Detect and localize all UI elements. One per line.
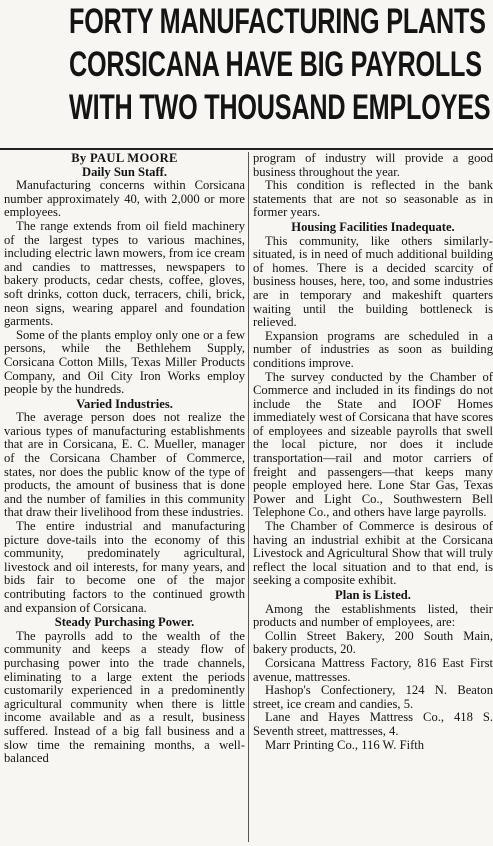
subhead-housing: Housing Facilities Inadequate. [291, 219, 455, 234]
list-item: Lane and Hayes Mattress Co., 418 S. Seventh street, mattresses, 4. [253, 710, 493, 738]
subhead-plan-listed: Plan is Listed. [335, 588, 411, 602]
paragraph: The payrolls add to the wealth of the community and keeps a steady flow of purchasing power into the trade channels, eliminating to a large extent the periods customarily experienced in a predominently agricultural community when there is little income available and as a result, business suffered. Instead of a big fall business and a slow time the remaining months, a well-balanced [4, 628, 245, 766]
list-item: Hashop's Confectionery, 124 N. Beaton street, ice cream and candies, 5. [253, 683, 493, 711]
headline-line-3: WITH TWO THOUSAND EMPLOYES [69, 88, 491, 127]
headline [0, 0, 493, 129]
paragraph: The range extends from oil field machinery of the largest types to various machines, including electric lawn mowers, from ice cream and candies to mattresses, newspapers to bakery products, cedar chests, coffee, gloves, soft drinks, cotton duck, terracers, chili, brick, neon signs, wearing apparel and foundation garments. [4, 218, 245, 329]
column-divider [248, 152, 249, 842]
paragraph: Some of the plants employ only one or a few persons, while the Bethlehem Supply, Corsicana Cotton Mills, Texas Miller Products Company, and Oil City Iron Works employ people by the hundreds. [4, 327, 245, 397]
paragraph: The survey conducted by the Chamber of Commerce and included in its findings do not include the State and IOOF Homes immediately west of Corsicana that have scores of employees and sizeable payrolls that swell the local picture, nor does it include transportation—rail and motor carriers of freight and passengers—that keeps many people employed here. Lone Star Gas, Texas Power and Light Co., Southwestern Bell Telephone Co., and others have large payrolls. [253, 369, 493, 520]
left-column [4, 152, 245, 842]
staff-credit: Daily Sun Staff. [81, 164, 168, 179]
subhead-varied-industries: Varied Industries. [76, 396, 173, 411]
byline: By PAUL MOORE [71, 151, 178, 165]
paragraph: Among the establishments listed, their products and number of employees, are: [253, 601, 493, 630]
paragraph: program of industry will provide a good business throughout the year. [253, 151, 493, 179]
list-item: Collin Street Bakery, 200 South Main, bakery products, 20. [253, 628, 493, 657]
subhead-purchasing-power: Steady Purchasing Power. [54, 615, 195, 630]
list-item: Corsicana Mattress Factory, 816 East First avenue, mattresses. [253, 655, 493, 684]
paragraph: This community, like others similarly-situated, is in need of much additional building of homes. There is a decided scarcity of business houses, here, too, and some industries are in temporary and makeshift quarters waiting until the building bottleneck is relieved. [253, 233, 493, 330]
paragraph: The average person does not realize the various types of manufacturing establishments that are in Corsicana, E. C. Mueller, manager of the Corsicana Chamber of Commerce, states, nor does the public know of the type of products, the amount of business that is done and the number of families in this community that draw their livelihood from these industries. [4, 410, 245, 520]
headline-line-1: FORTY MANUFACTURING PLANTS [69, 2, 486, 41]
right-column [253, 152, 493, 842]
paragraph: This condition is reflected in the bank statements that are not so seasonable as in former years. [253, 178, 493, 220]
headline-rule [0, 148, 493, 150]
paragraph: The Chamber of Commerce is desirous of having an industrial exhibit at the Corsicana Livestock and Agricultural Show that will truly reflect the local situation and to that end, is seeking a composite exhibit. [253, 519, 493, 588]
list-item: Marr Printing Co., 116 W. Fifth [265, 737, 425, 752]
paragraph: The entire industrial and manufacturing picture dove-tails into the economy of this community, predominately agricultural, livestock and oil interests, for many years, and bids fair to become one of the major contributing factors to the continued growth and expansion of Corsicana. [4, 519, 245, 615]
paragraph: Expansion programs are scheduled in a number of industries as soon as building conditions improve. [253, 328, 493, 370]
headline-line-2: CORSICANA HAVE BIG PAYROLLS [69, 45, 482, 84]
paragraph: Manufacturing concerns within Corsicana number approximately 40, with 2,000 or more employees. [4, 178, 245, 220]
